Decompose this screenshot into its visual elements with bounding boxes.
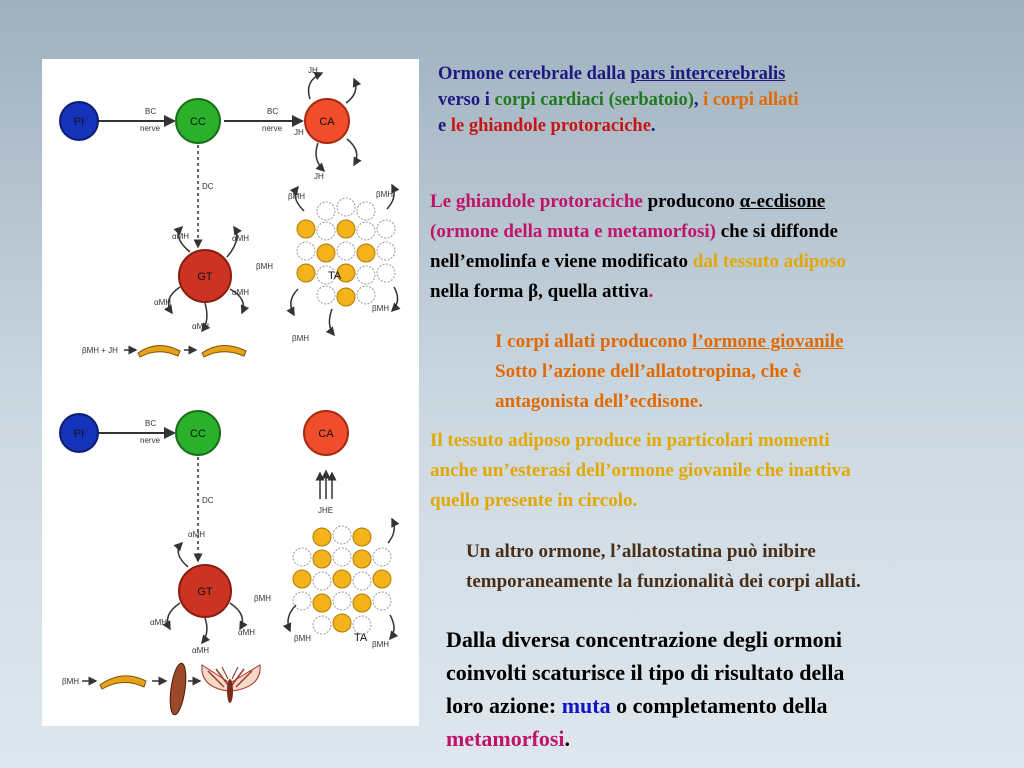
- pi-node-label: PI: [73, 116, 85, 128]
- nerve-label: nerve: [140, 436, 161, 445]
- bottom-diagram: [60, 411, 394, 716]
- ormone-muta-text: (ormone della muta e metamorfosi): [430, 221, 716, 242]
- text-span: che si diffonde: [715, 221, 838, 242]
- tessuto-adiposo-text: dal tessuto adiposo: [692, 251, 846, 272]
- text-span: verso i: [438, 90, 495, 110]
- pi-node-label: PI: [73, 428, 85, 440]
- text-span: antagonista dell’ecdisone.: [495, 391, 703, 412]
- amh-label: αMH: [188, 530, 206, 539]
- alpha-ecdisone-text: α-ecdisone: [739, 191, 826, 212]
- juvenile-hormone-text: [495, 327, 1005, 417]
- moth-icon: [202, 665, 260, 703]
- text-line: Il tessuto adiposo produce in particolari momenti: [430, 430, 830, 451]
- bmh-label: βMH: [254, 594, 272, 603]
- text-span: nella forma β, quella attiva: [430, 281, 649, 302]
- text-span: Ormone cerebrale dalla: [438, 64, 631, 84]
- hormone-diagram: [42, 59, 419, 726]
- metamorfosi-text: metamorfosi: [446, 726, 565, 751]
- ta-fat-body: [297, 198, 395, 306]
- amh-label: αMH: [154, 298, 172, 307]
- amh-label: αMH: [192, 322, 210, 331]
- bmh-label: βMH: [62, 677, 80, 686]
- nerve-label: nerve: [140, 124, 161, 133]
- serbatoio-text: (serbatoio): [603, 90, 694, 110]
- corpi-allati-text: i corpi allati: [703, 90, 799, 110]
- ca-node-label: CA: [318, 428, 334, 440]
- corpi-cardiaci-text: corpi cardiaci: [494, 90, 604, 110]
- text-span: nell’emolinfa e viene modificato: [430, 251, 693, 272]
- amh-label: αMH: [150, 618, 168, 627]
- text-span: I corpi allati producono: [495, 331, 693, 352]
- jh-label: JH: [308, 66, 318, 75]
- allatostatin-text: [466, 537, 1021, 597]
- text-span: producono: [642, 191, 740, 212]
- amh-label: αMH: [238, 628, 256, 637]
- text-span: Sotto l’azione dell’allatotropina, che è: [495, 361, 802, 382]
- ca-node-label: CA: [319, 116, 335, 128]
- bmh-label: βMH: [288, 192, 306, 201]
- gt-node-label: GT: [197, 586, 213, 598]
- esterase-text: [430, 426, 1020, 516]
- dc-label: DC: [202, 182, 214, 191]
- nerve-label: nerve: [262, 124, 283, 133]
- conclusion-text: [446, 623, 986, 755]
- text-span: .: [564, 726, 571, 751]
- gt-node-label: GT: [197, 271, 213, 283]
- amh-label: αMH: [232, 288, 250, 297]
- ormone-giovanile-text: l’ormone giovanile: [692, 331, 844, 352]
- pupa-icon: [167, 662, 188, 715]
- bmh-label: βMH: [372, 304, 390, 313]
- larva-icon: [100, 676, 146, 689]
- bmh-label: βMH: [376, 190, 394, 199]
- bmh-label: βMH: [294, 634, 312, 643]
- ecdysone-text: [430, 187, 1010, 307]
- dc-label: DC: [202, 496, 214, 505]
- text-span: o completamento della: [610, 693, 828, 718]
- muta-text: muta: [561, 693, 611, 718]
- top-diagram: [60, 66, 398, 357]
- ghiandole-protoraciche-text: Le ghiandole protoraciche: [430, 191, 643, 212]
- bmh-jh-label: βMH + JH: [82, 346, 118, 355]
- bmh-label: βMH: [256, 262, 274, 271]
- ta-label: TA: [354, 632, 368, 644]
- ghiandole-protoraciche-text: le ghiandole protoraciche: [450, 116, 651, 136]
- text-line: temporaneamente la funzionalità dei corpi allati.: [466, 571, 861, 592]
- text-span: loro azione:: [446, 693, 562, 718]
- pars-intercerebralis-text: pars intercerebralis: [630, 64, 786, 84]
- cc-node-label: CC: [190, 428, 206, 440]
- cc-node-label: CC: [190, 116, 206, 128]
- larva-icon: [138, 345, 180, 357]
- ta-label: TA: [328, 270, 342, 282]
- text-span: .: [650, 116, 656, 136]
- jhe-label: JHE: [318, 506, 334, 515]
- amh-label: αMH: [172, 232, 190, 241]
- bmh-label: βMH: [292, 334, 310, 343]
- larva-icon: [202, 345, 246, 357]
- amh-label: αMH: [192, 646, 210, 655]
- text-line: Dalla diversa concentrazione degli ormoni: [446, 627, 842, 652]
- text-span: .: [648, 281, 654, 302]
- text-line: anche un’esterasi dell’ormone giovanile che inattiva: [430, 460, 851, 481]
- jh-label: JH: [314, 172, 324, 181]
- ta-fat-body: [293, 526, 391, 644]
- text-line: quello presente in circolo.: [430, 490, 638, 511]
- text-span: e: [438, 116, 451, 136]
- bc-label: BC: [145, 107, 157, 116]
- text-line: coinvolti scaturisce il tipo di risultato della: [446, 660, 845, 685]
- cerebral-hormone-text: [438, 61, 958, 139]
- hormone-diagram-panel: [42, 59, 419, 726]
- jh-label: JH: [294, 128, 304, 137]
- text-line: Un altro ormone, l’allatostatina può inibire: [466, 541, 816, 562]
- amh-label: αMH: [232, 234, 250, 243]
- bmh-label: βMH: [372, 640, 390, 649]
- bc-label: BC: [145, 419, 157, 428]
- text-span: ,: [693, 90, 704, 110]
- bc-label: BC: [267, 107, 279, 116]
- jhe-arrows: [320, 471, 332, 499]
